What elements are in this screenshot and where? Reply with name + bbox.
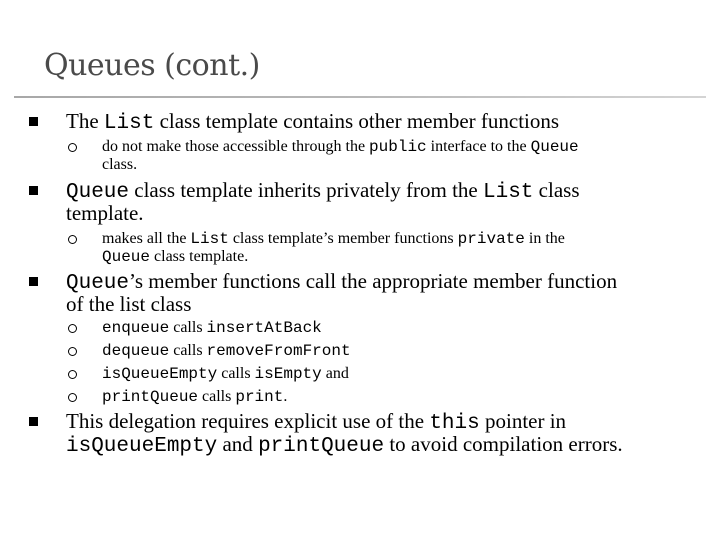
code-term: List bbox=[483, 181, 534, 204]
bullet-4-line bbox=[66, 433, 623, 458]
text-run: ’s member functions call the appropriate member function bbox=[129, 269, 618, 293]
square-bullet-icon bbox=[29, 417, 38, 426]
code-term: isQueueEmpty bbox=[102, 365, 218, 383]
text-run: calls bbox=[198, 388, 236, 405]
sub-bullet-line bbox=[102, 342, 351, 360]
text-run: and bbox=[217, 432, 259, 456]
ring-bullet-icon bbox=[68, 370, 77, 379]
code-term: private bbox=[457, 230, 525, 248]
code-term: List bbox=[190, 230, 229, 248]
code-term: public bbox=[369, 138, 427, 156]
square-bullet-icon bbox=[29, 277, 38, 286]
text-run: class template. bbox=[150, 248, 249, 265]
code-term: enqueue bbox=[102, 319, 170, 337]
text-run: This delegation requires explicit use of the bbox=[66, 409, 430, 433]
code-term: printQueue bbox=[258, 435, 385, 458]
text-run: makes all the bbox=[102, 230, 191, 247]
text-run: class template contains other member functions bbox=[154, 109, 560, 133]
text-run: and bbox=[321, 365, 349, 382]
text-run: class. bbox=[102, 156, 138, 173]
sub-bullet-line bbox=[102, 248, 248, 266]
text-run: calls bbox=[169, 319, 207, 336]
code-term: printQueue bbox=[102, 388, 199, 406]
code-term: this bbox=[429, 412, 480, 435]
text-run: do not make those accessible through the bbox=[102, 138, 370, 155]
code-term: isQueueEmpty bbox=[66, 435, 218, 458]
code-term: Queue bbox=[102, 248, 151, 266]
code-term: dequeue bbox=[102, 342, 170, 360]
code-term: Queue bbox=[66, 181, 130, 204]
square-bullet-icon bbox=[29, 186, 38, 195]
code-term: print bbox=[235, 388, 284, 406]
ring-bullet-icon bbox=[68, 235, 77, 244]
text-run: template. bbox=[66, 201, 144, 225]
ring-bullet-icon bbox=[68, 393, 77, 402]
bullet-1-line bbox=[66, 110, 559, 135]
text-run: calls bbox=[169, 342, 207, 359]
text-run: class template inherits privately from the bbox=[129, 178, 483, 202]
code-term: List bbox=[103, 112, 155, 135]
ring-bullet-icon bbox=[68, 143, 77, 152]
ring-bullet-icon bbox=[68, 347, 77, 356]
text-run: . bbox=[283, 388, 288, 405]
code-term: isEmpty bbox=[254, 365, 322, 383]
text-run: The bbox=[66, 109, 104, 133]
sub-bullet-line bbox=[102, 388, 287, 406]
code-term: Queue bbox=[66, 272, 130, 295]
sub-bullet-line bbox=[102, 156, 137, 174]
text-run: calls bbox=[217, 365, 255, 382]
sub-bullet-line bbox=[102, 319, 322, 337]
sub-bullet-line bbox=[102, 230, 565, 248]
code-term: Queue bbox=[530, 138, 579, 156]
sub-bullet-line bbox=[102, 138, 579, 156]
title-underline bbox=[14, 96, 706, 98]
square-bullet-icon bbox=[29, 117, 38, 126]
code-term: insertAtBack bbox=[206, 319, 322, 337]
text-run: interface to the bbox=[426, 138, 531, 155]
bullet-2-line bbox=[66, 202, 144, 225]
text-run: of the list class bbox=[66, 292, 192, 316]
text-run: class template’s member functions bbox=[228, 230, 458, 247]
bullet-3-line bbox=[66, 293, 191, 316]
text-run: class bbox=[533, 178, 580, 202]
ring-bullet-icon bbox=[68, 324, 77, 333]
sub-bullet-line bbox=[102, 365, 349, 383]
text-run: in the bbox=[524, 230, 565, 247]
text-run: to avoid compilation errors. bbox=[384, 432, 623, 456]
text-run: pointer in bbox=[479, 409, 567, 433]
code-term: removeFromFront bbox=[206, 342, 351, 360]
slide-title: Queues (cont.) bbox=[44, 48, 260, 83]
